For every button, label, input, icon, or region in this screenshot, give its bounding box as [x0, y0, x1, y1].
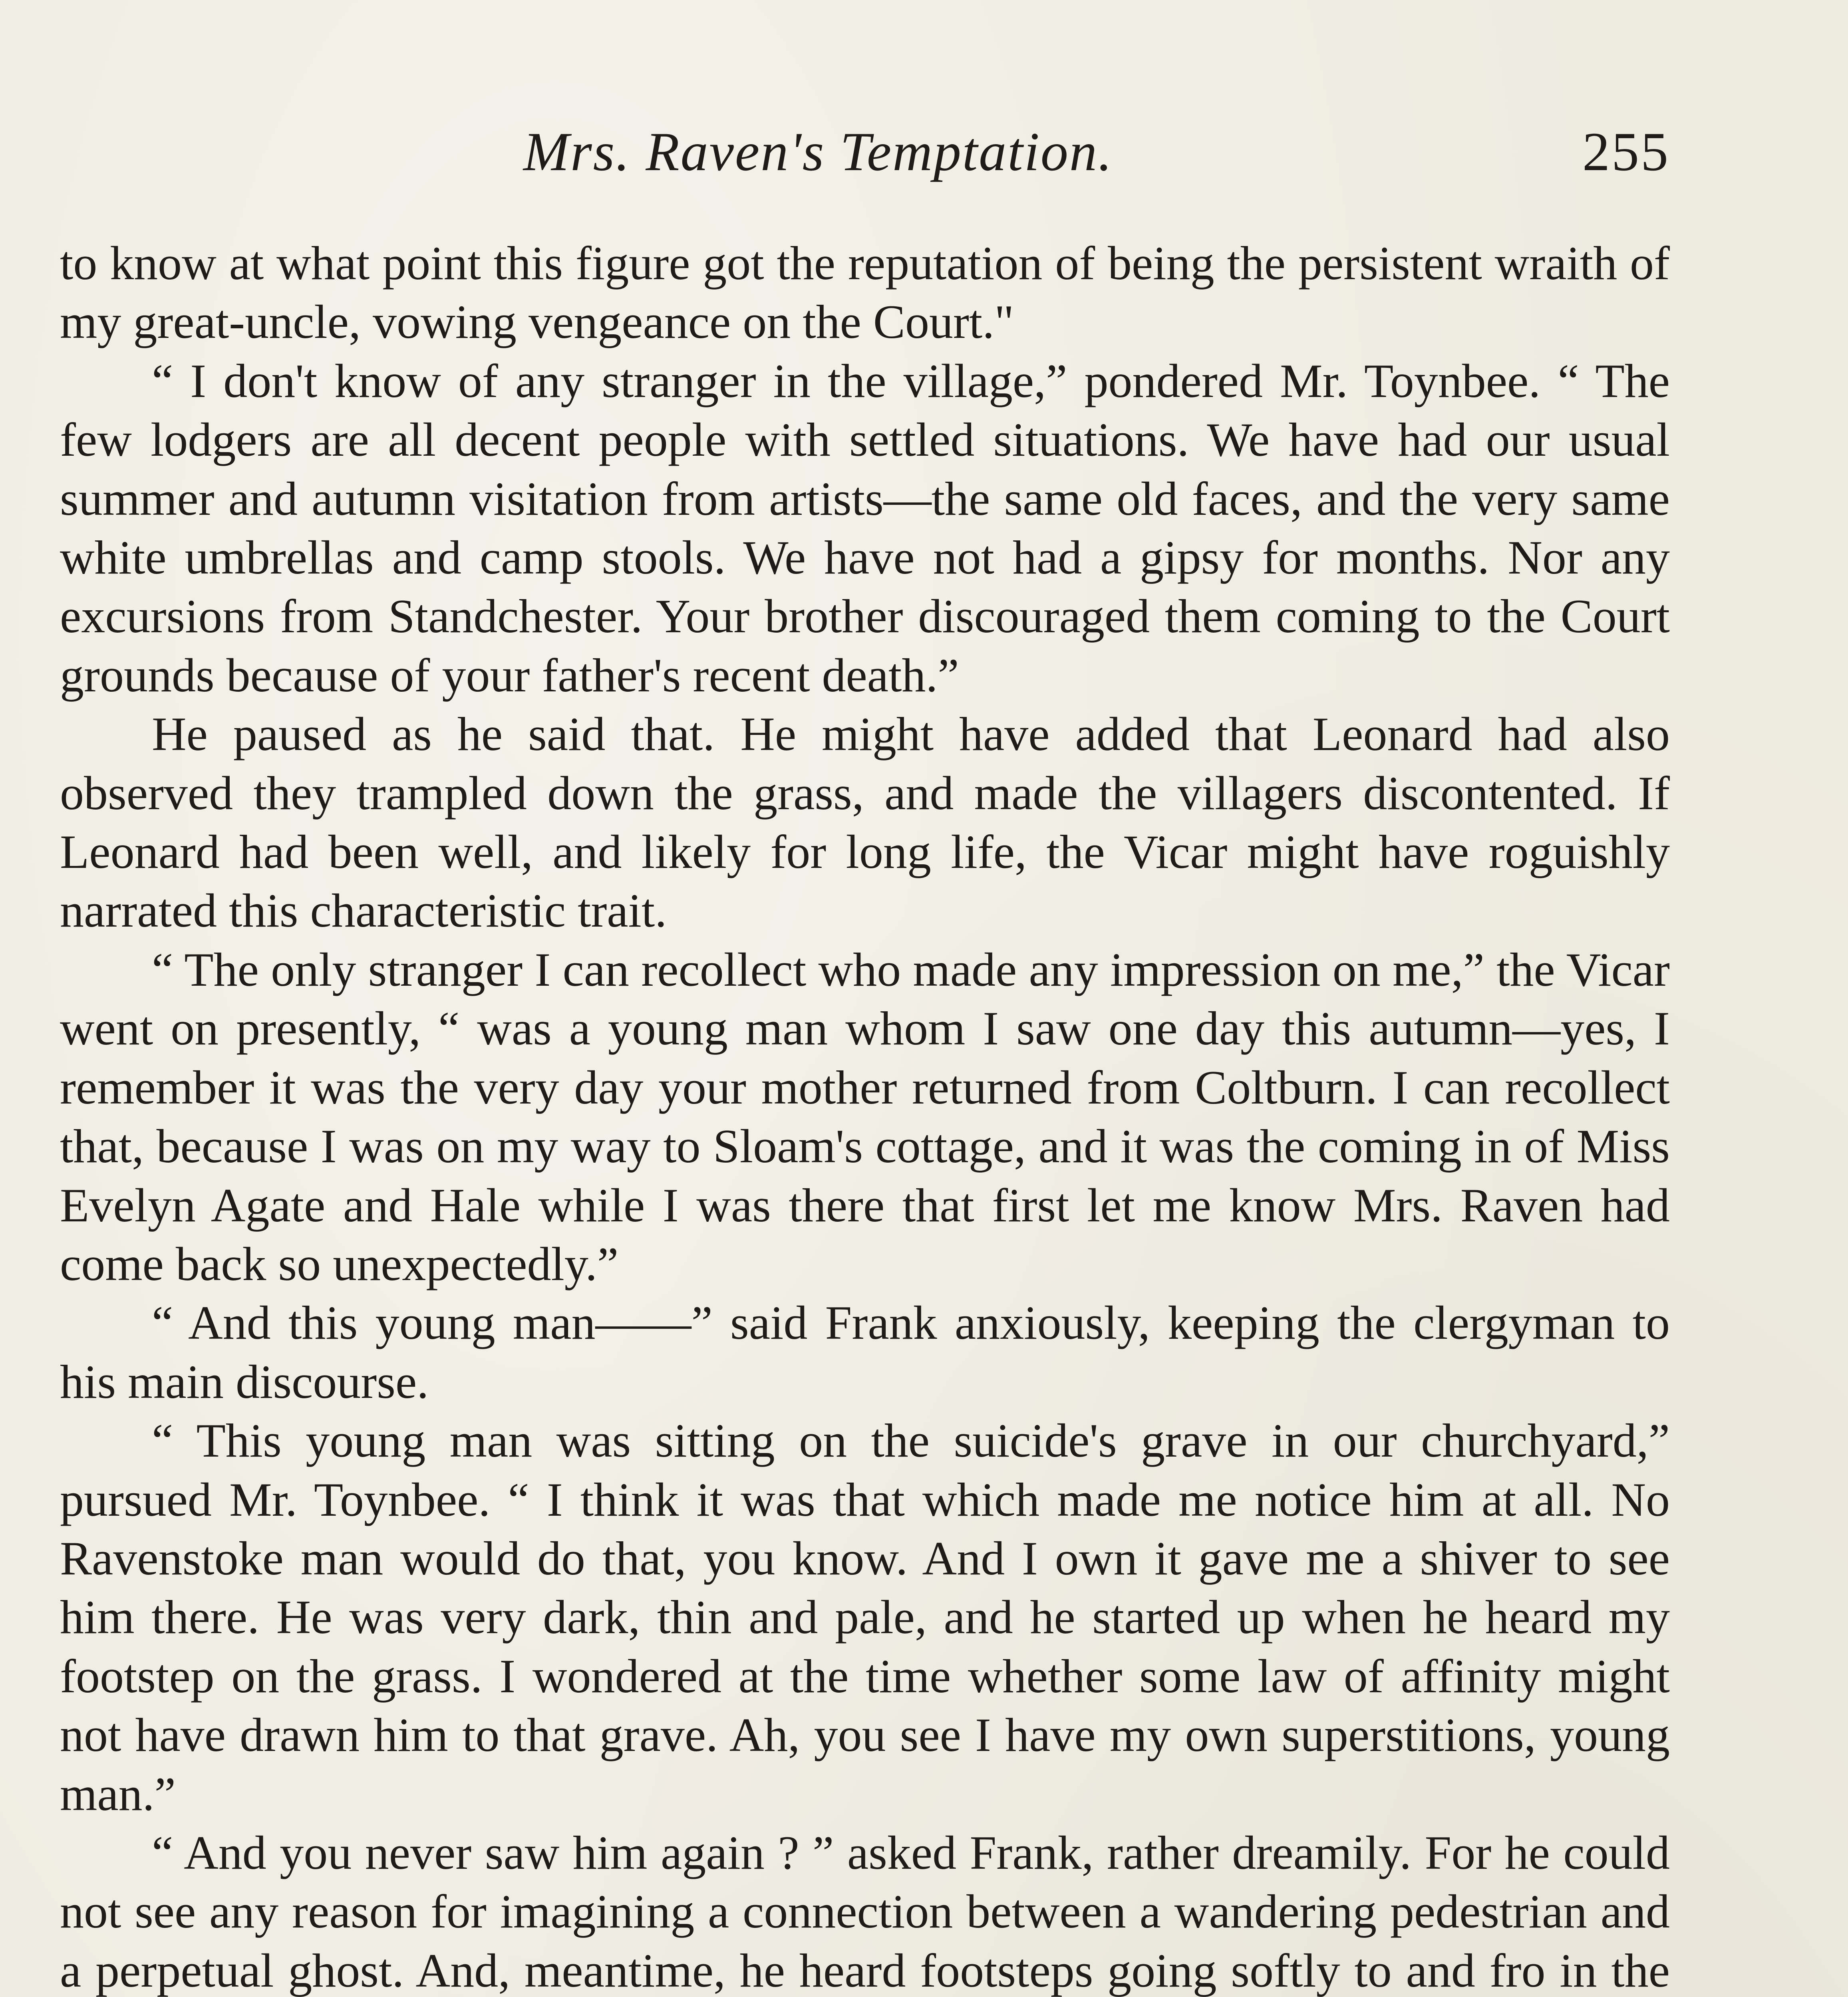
paragraph: “ And this young man——” said Frank anxiously, keeping the clergyman to his main discourse. — [60, 1296, 1670, 1408]
running-title: Mrs. Raven's Temptation. — [523, 121, 1113, 182]
paragraph: He paused as he said that. He might have added that Leonard had also observed they trampled down the grass, and made the villagers discontented. If Leonard had been well, and likely for long life, the Vicar might have roguishly narrated this characteristic trait. — [60, 707, 1670, 937]
page-number: 255 — [1582, 121, 1670, 182]
paragraph: “ And you never saw him again ? ” asked Frank, rather dreamily. For he could not see any reason for imagining a connection between a wandering pedestrian and a perpetual ghost. And, meantime, he heard footsteps going softly to and fro in the — [60, 1826, 1670, 1997]
paragraph: to know at what point this figure got the reputation of being the persistent wraith of my great-uncle, vowing vengeance on the Court." — [60, 236, 1670, 349]
paragraph: “ This young man was sitting on the suicide's grave in our churchyard,” pursued Mr. Toynbee. “ I think it was that which made me notice him at all. No Ravenstoke man would do that, you know. And I own it gave me a shiver to see him there. He was very dark, thin and pale, and he started up when he heard my footstep on the grass. I wondered at the time whether some law of affinity might not have drawn him to that grave. Ah, you see I have my own superstitions, young man.” — [60, 1414, 1670, 1820]
body-text — [60, 234, 1670, 1997]
running-head — [60, 120, 1670, 184]
paragraph: “ The only stranger I can recollect who made any impression on me,” the Vicar went on presently, “ was a young man whom I saw one day this autumn—yes, I remember it was the very day your mother returned from Coltburn. I can recollect that, because I was on my way to Sloam's cottage, and it was the coming in of Miss Evelyn Agate and Hale while I was there that first let me know Mrs. Raven had come back so unexpectedly.” — [60, 943, 1670, 1290]
paragraph: “ I don't know of any stranger in the village,” pondered Mr. Toynbee. “ The few lodgers are all decent people with settled situations. We have had our usual summer and autumn visitation from artists—the same old faces, and the very same white umbrellas and camp stools. We have not had a gipsy for months. Nor any excursions from Standchester. Your brother discouraged them coming to the Court grounds because of your father's recent death.” — [60, 354, 1670, 702]
